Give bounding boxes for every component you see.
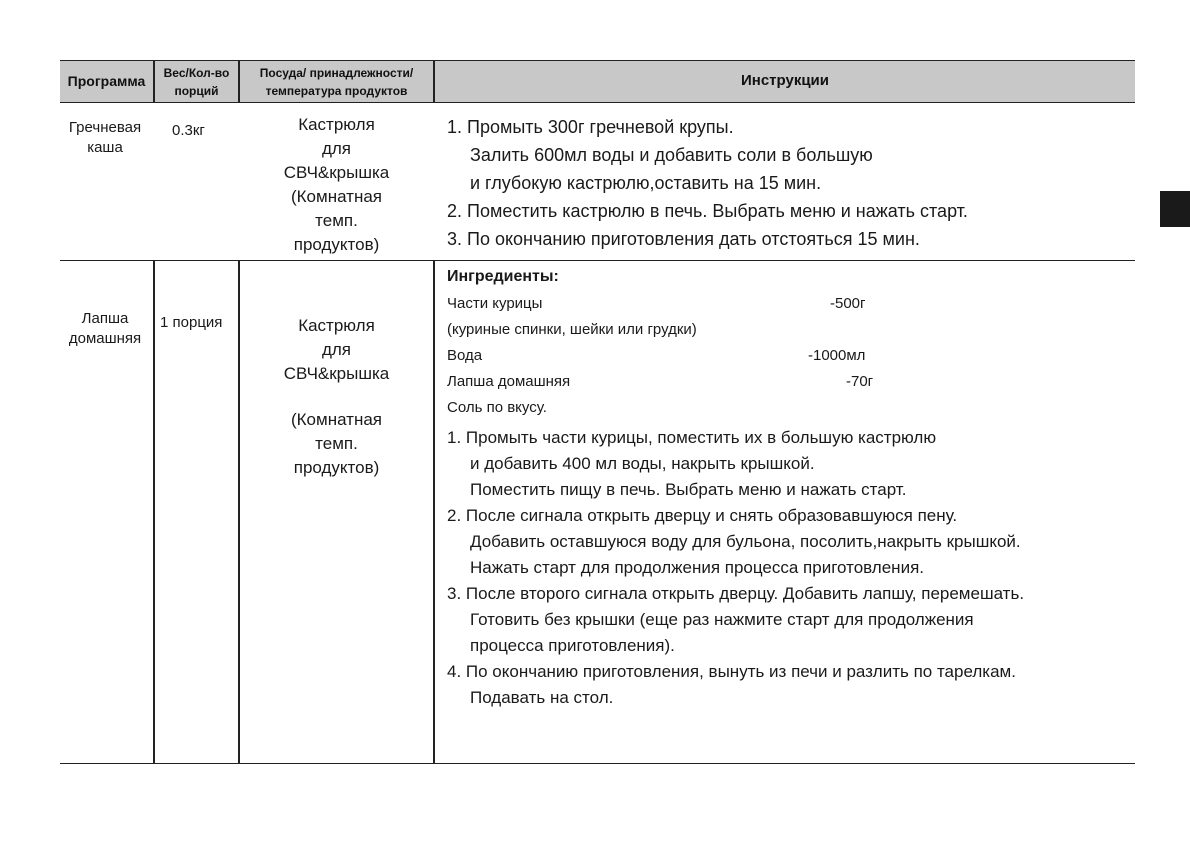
row1-weight: 0.3кг (172, 122, 205, 139)
ingredient-name: Лапша домашняя (447, 373, 571, 390)
column-divider (433, 261, 435, 763)
ingredient-name: (куриные спинки, шейки или грудки) (447, 321, 697, 338)
instruction-line: Поместить пищу в печь. Выбрать меню и нажать старт. (470, 480, 907, 499)
instruction-line: Готовить без крышки (еще раз нажмите старт для продолжения (470, 610, 974, 629)
header-weight: Вес/Кол-во порций (163, 66, 230, 98)
row2-weight: 1 порция (160, 314, 223, 331)
instruction-line: Добавить оставшуюся воду для бульона, посолить,накрыть крышкой. (470, 532, 1021, 551)
row-divider (60, 260, 1135, 261)
instruction-line: 2. После сигнала открыть дверцу и снять образовавшуюся пену. (447, 506, 958, 525)
instruction-line: и добавить 400 мл воды, накрыть крышкой. (470, 454, 815, 473)
instruction-line: 4. По окончанию приготовления, вынуть из печи и разлить по тарелкам. (447, 662, 1016, 681)
instruction-line: и глубокую кастрюлю,оставить на 15 мин. (470, 173, 822, 193)
instruction-line: процесса приготовления). (470, 636, 675, 655)
instruction-line: Залить 600мл воды и добавить соли в большую (470, 145, 873, 165)
ingredient-amount: -70г (846, 373, 874, 390)
row1-cookware: Кастрюля для СВЧ&крышка (Комнатная темп. продуктов) (283, 115, 390, 254)
instruction-line: 2. Поместить кастрюлю в печь. Выбрать меню и нажать старт. (447, 201, 968, 221)
ingredient-amount: -500г (830, 295, 866, 312)
instruction-line: 1. Промыть части курицы, поместить их в большую кастрюлю (447, 428, 937, 447)
instruction-line: Нажать старт для продолжения процесса приготовления. (470, 558, 924, 577)
row1-program: Гречневая каша (68, 119, 142, 156)
ingredients-title: Ингредиенты: (447, 268, 559, 285)
header-bottom-border (60, 102, 1135, 103)
table-bottom-border (60, 763, 1135, 764)
instruction-line: 3. По окончанию приготовления дать отстояться 15 мин. (447, 229, 920, 249)
row2-cookware: Кастрюля для СВЧ&крышка (Комнатная темп. продуктов) (283, 316, 390, 477)
instruction-line: 3. После второго сигнала открыть дверцу. Добавить лапшу, перемешать. (447, 584, 1025, 603)
ingredient-name: Соль по вкусу. (447, 399, 547, 416)
ingredient-name: Вода (447, 347, 483, 364)
header-instructions: Инструкции (740, 72, 829, 89)
row2-program: Лапша домашняя (68, 310, 142, 347)
table-top-border (60, 60, 1135, 61)
page-tab-marker (1160, 191, 1190, 227)
ingredient-name: Части курицы (447, 295, 543, 312)
instruction-line: Подавать на стол. (470, 688, 614, 707)
header-cookware: Посуда/ принадлежности/ температура продуктов (259, 66, 414, 98)
header-program: Программа (67, 73, 146, 89)
instruction-line: 1. Промыть 300г гречневой крупы. (447, 117, 734, 137)
ingredient-amount: -1000мл (808, 347, 866, 364)
